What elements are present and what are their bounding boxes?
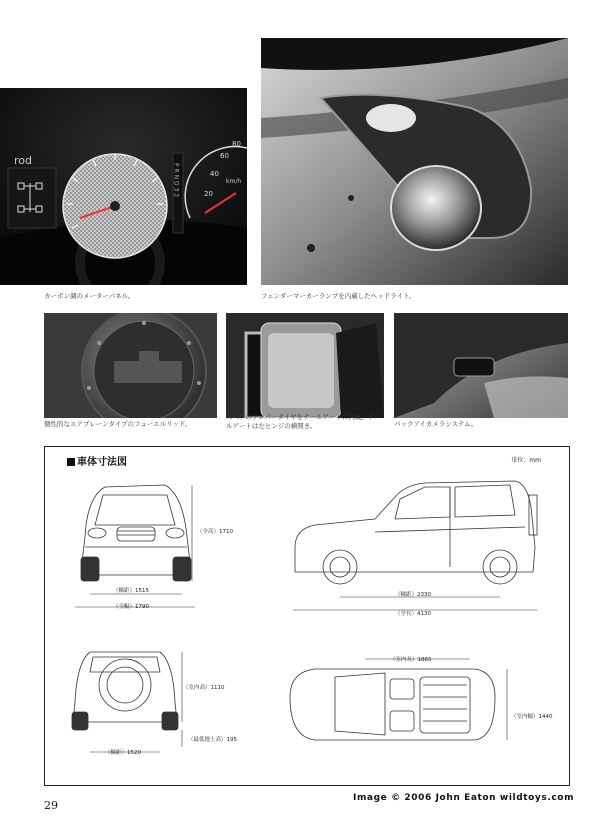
page-number: 29	[44, 799, 58, 812]
photo-spare-tire	[226, 313, 384, 418]
gear-indicator: P R N D 3 2	[172, 163, 180, 198]
dim-wheelbase: （軸距）2330	[395, 592, 431, 598]
speed-40: 40	[210, 170, 219, 178]
back-camera-illustration	[394, 313, 568, 418]
caption-fuel-lid: 個性的なエアプレーンタイプのフューエルリッド。	[44, 420, 192, 428]
rodeo-logo: rod	[14, 154, 32, 167]
photo-headlight	[261, 38, 568, 285]
caption-back-camera: バックアイカメラシステム。	[394, 420, 478, 428]
unit-label: 単位：mm	[511, 457, 541, 464]
dim-interior-length: （室内長）1865	[390, 657, 432, 663]
dim-rear-tread: （輪距）1520	[105, 750, 141, 756]
front-view-drawing	[81, 485, 191, 581]
dim-interior-width: （室内幅）1440	[511, 714, 553, 720]
photo-fuel-lid	[44, 313, 217, 418]
speed-60: 60	[220, 152, 229, 160]
spare-tire-illustration	[226, 313, 384, 418]
caption-spare-tire: スペアのテンパータイヤをテールゲートに内蔵。テールゲートは左ヒンジの横開き。	[226, 413, 381, 430]
diagram-title-text: 車体寸法図	[77, 457, 127, 468]
image-credit: Image © 2006 John Eaton wildtoys.com	[353, 793, 575, 803]
headlight-illustration	[261, 38, 568, 285]
speed-unit: km/h	[226, 178, 242, 185]
dim-length: （全長）4130	[395, 611, 431, 617]
photo-meter-panel	[0, 88, 247, 285]
side-view-drawing	[295, 481, 537, 584]
fuel-lid-illustration	[44, 313, 217, 418]
meter-panel-illustration	[0, 88, 247, 285]
speed-20: 20	[204, 190, 213, 198]
dim-height: （全高）1710	[197, 529, 233, 535]
dim-width: （全幅）1790	[113, 604, 149, 610]
dimension-drawings	[45, 447, 569, 785]
rear-view-drawing	[72, 652, 178, 730]
dim-ground-clearance: （最低地上高）195	[188, 737, 237, 743]
speed-80: 80	[232, 140, 241, 148]
top-view-drawing	[290, 669, 495, 740]
dimension-diagram	[44, 446, 570, 786]
dim-interior-height: （室内高）1110	[183, 685, 225, 691]
photo-back-camera	[394, 313, 568, 418]
caption-headlight: フェンダーマーカーランプを内蔵したヘッドライト。	[261, 292, 416, 300]
caption-meter-panel: カーボン調のメーターパネル。	[44, 292, 135, 300]
dim-tread: （輪距）1515	[113, 588, 149, 594]
